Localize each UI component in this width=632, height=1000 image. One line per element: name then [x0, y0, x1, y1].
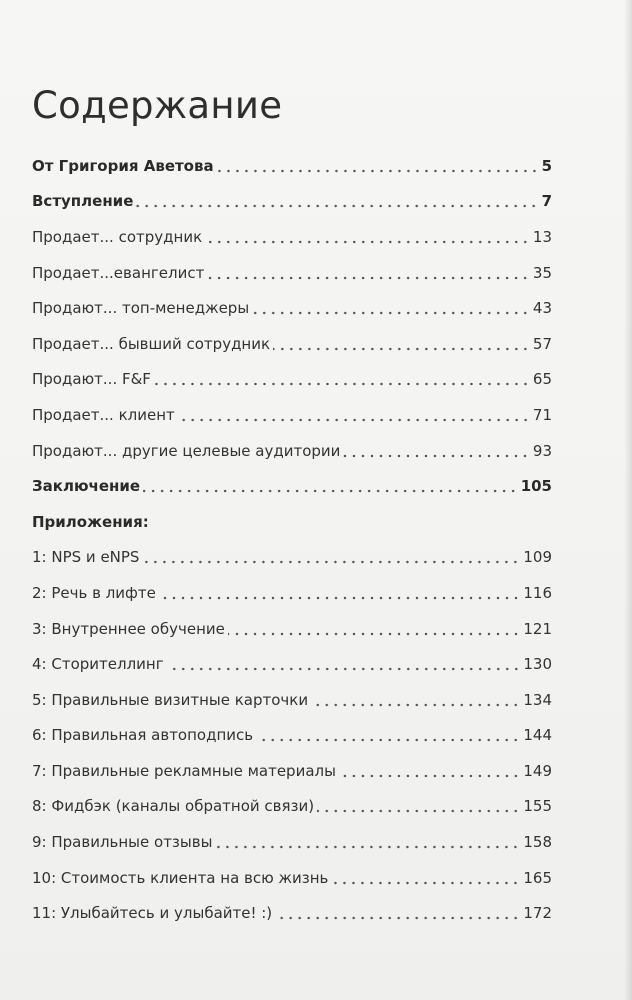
- toc-entry-page-number: 71: [532, 405, 552, 424]
- dot-leader: [256, 738, 520, 742]
- toc-entry-label: 9: Правильные отзывы: [32, 833, 213, 852]
- toc-entry-label: 7: Правильные рекламные материалы: [32, 761, 336, 780]
- toc-entry-page-number: 93: [532, 441, 552, 460]
- toc-entry-label: 8: Фидбэк (каналы обратной связи): [32, 797, 315, 816]
- toc-entry-label: 5: Правильные визитные карточки: [32, 690, 309, 709]
- toc-entry-page-number: 57: [532, 334, 552, 353]
- toc-entry: [32, 682, 552, 718]
- dot-leader: [159, 596, 521, 600]
- toc-entry: [32, 646, 552, 682]
- toc-entry: [32, 184, 552, 220]
- toc-entry: [32, 362, 552, 398]
- toc-entry-label: Вступление: [32, 192, 134, 211]
- toc-entry-label: Приложения:: [32, 512, 149, 531]
- toc-entry-page-number: 149: [523, 761, 552, 780]
- toc-entry-page-number: 43: [532, 299, 552, 318]
- toc-section-heading: [32, 504, 552, 540]
- page-title: Содержание: [32, 84, 283, 127]
- dot-leader: [273, 347, 530, 351]
- toc-entry: [32, 540, 552, 576]
- toc-entry: [32, 468, 552, 504]
- toc-entry-label: 11: Улыбайтесь и улыбайте! :): [32, 904, 273, 923]
- toc-entry-label: Продает...евангелист: [32, 263, 205, 282]
- dot-leader: [252, 311, 530, 315]
- toc-entry: [32, 895, 552, 931]
- dot-leader: [331, 881, 520, 885]
- toc-entry-label: Продает... клиент: [32, 405, 175, 424]
- toc-entry-page-number: 121: [523, 619, 552, 638]
- table-of-contents: [32, 148, 552, 931]
- dot-leader: [205, 240, 530, 244]
- toc-entry: [32, 148, 552, 184]
- toc-entry: [32, 789, 552, 825]
- toc-entry-label: Заключение: [32, 477, 141, 496]
- dot-leader: [311, 703, 520, 707]
- toc-entry: [32, 718, 552, 754]
- toc-entry-page-number: 13: [532, 227, 552, 246]
- toc-entry-page-number: 109: [523, 548, 552, 567]
- dot-leader: [275, 916, 520, 920]
- dot-leader: [142, 560, 520, 564]
- toc-entry-label: От Григория Аветова: [32, 156, 214, 175]
- dot-leader: [339, 774, 520, 778]
- toc-entry-label: Продают... F&F: [32, 370, 151, 389]
- toc-entry: [32, 575, 552, 611]
- toc-entry-page-number: 144: [523, 726, 552, 745]
- toc-entry-page-number: 134: [523, 690, 552, 709]
- toc-entry-page-number: 7: [541, 192, 552, 211]
- toc-entry-label: 2: Речь в лифте: [32, 583, 156, 602]
- toc-entry-page-number: 172: [523, 904, 552, 923]
- toc-entry: [32, 397, 552, 433]
- toc-entry-page-number: 105: [520, 477, 552, 496]
- toc-entry-label: Продает... сотрудник: [32, 227, 203, 246]
- toc-entry-page-number: 116: [523, 583, 552, 602]
- dot-leader: [167, 667, 521, 671]
- toc-entry: [32, 433, 552, 469]
- toc-entry-page-number: 35: [532, 263, 552, 282]
- dot-leader: [143, 489, 518, 493]
- dot-leader: [217, 169, 539, 173]
- toc-entry-label: 1: NPS и eNPS: [32, 548, 140, 567]
- dot-leader: [207, 276, 530, 280]
- toc-entry: [32, 326, 552, 362]
- toc-entry: [32, 219, 552, 255]
- toc-entry-label: 10: Стоимость клиента на всю жизнь: [32, 868, 329, 887]
- toc-entry-label: 3: Внутреннее обучение: [32, 619, 225, 638]
- dot-leader: [154, 382, 530, 386]
- toc-entry: [32, 255, 552, 291]
- toc-entry-page-number: 65: [532, 370, 552, 389]
- dot-leader: [136, 204, 538, 208]
- page-edge-shadow: [624, 0, 632, 1000]
- toc-entry-label: 4: Сторителлинг: [32, 655, 164, 674]
- toc-entry: [32, 824, 552, 860]
- toc-entry-label: Продают... топ-менеджеры: [32, 299, 250, 318]
- dot-leader: [215, 845, 520, 849]
- dot-leader: [343, 454, 529, 458]
- dot-leader: [317, 809, 520, 813]
- toc-entry-label: Продает... бывший сотрудник: [32, 334, 271, 353]
- toc-entry-label: 6: Правильная автоподпись: [32, 726, 254, 745]
- toc-entry-label: Продают... другие целевые аудитории: [32, 441, 341, 460]
- dot-leader: [228, 632, 521, 636]
- toc-entry: [32, 611, 552, 647]
- toc-entry-page-number: 130: [523, 655, 552, 674]
- toc-entry: [32, 290, 552, 326]
- toc-entry-page-number: 158: [523, 833, 552, 852]
- toc-entry-page-number: 155: [523, 797, 552, 816]
- toc-entry: [32, 753, 552, 789]
- toc-entry-page-number: 5: [541, 156, 552, 175]
- dot-leader: [178, 418, 530, 422]
- toc-entry-page-number: 165: [523, 868, 552, 887]
- toc-entry: [32, 860, 552, 896]
